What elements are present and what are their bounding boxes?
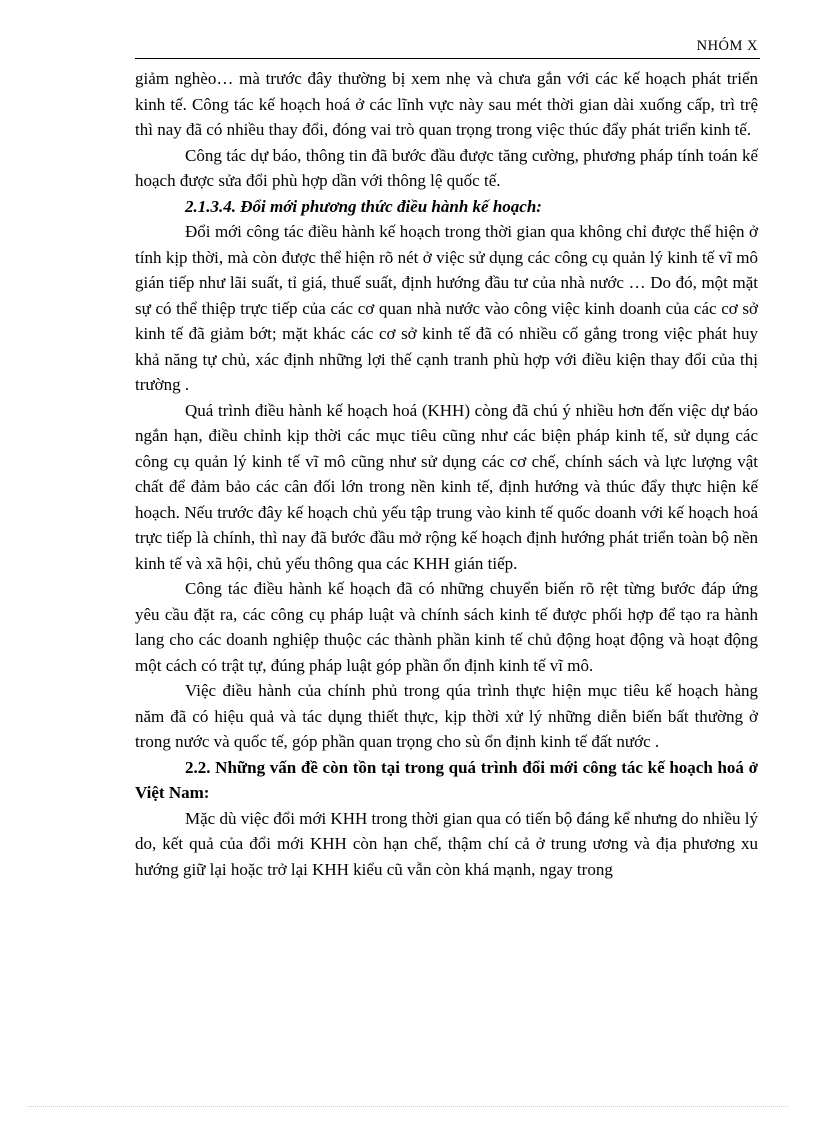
paragraph-7: Mặc dù việc đổi mới KHH trong thời gian qua có tiến bộ đáng kể nhưng do nhiều lý do, kết quả của đổi mới KHH còn hạn chế, thậm chí cả ở trung ương và địa phương xu hướng giữ lại hoặc trở lại KHH kiểu cũ vẫn còn khá mạnh, ngay trong [135, 808, 758, 879]
paragraph-5: Công tác điều hành kế hoạch đã có những chuyển biến rõ rệt từng bước đáp ứng yêu cầu đặt ra, các công cụ pháp luật và chính sách kinh tế được phối hợp để tạo ra hành lang cho các doanh nghiệp thuộc các thành phần kinh tế chủ động hoạt động và hoạt động một cách có trật tự, đúng pháp luật góp phần ổn định kinh tế vĩ mô. [135, 579, 758, 675]
page-footer-divider [28, 1106, 788, 1107]
paragraph-6: Việc điều hành của chính phủ trong qúa trình thực hiện mục tiêu kế hoạch hàng năm đã có hiệu quả và tác dụng thiết thực, kịp thời xử lý những diễn biến bất thường ở trong nước và quốc tế, góp phần quan trọng cho sù ổn định kinh tế đất nước . [135, 681, 758, 751]
section-heading-2-2: 2.2. Những vấn đề còn tồn tại trong quá trình đổi mới công tác kế hoạch hoá ở Việt Nam: [135, 757, 758, 802]
paragraph-1: giảm nghèo… mà trước đây thường bị xem nhẹ và chưa gắn với các kế hoạch phát triển kinh tế. Công tác kế hoạch hoá ở các lĩnh vực này sau mét thời gian dài xuống cấp, trì trệ thì nay đã có nhiều thay đổi, đóng vai trò quan trọng trong việc thúc đẩy phát triển kinh tế. [135, 69, 758, 139]
header-title: NHÓM X [696, 38, 758, 54]
paragraph-4: Quá trình điều hành kế hoạch hoá (KHH) còng đã chú ý nhiều hơn đến việc dự báo ngắn hạn, điều chỉnh kịp thời các mục tiêu cũng như các biện pháp kinh tế, sử dụng các công cụ quản lý kinh tế vĩ mô cũng như sử dụng các cơ chế, chính sách và lực lượng vật chất để đảm bảo các cân đối lớn trong nền kinh tế, định hướng và thúc đẩy thực hiện kế hoạch. Nếu trước đây kế hoạch chủ yếu tập trung vào kinh tế quốc doanh với kế hoạch hoá trực tiếp là chính, thì nay đã bước đầu mở rộng kế hoạch định hướng phát triển toàn bộ nền kinh tế và xã hội, chủ yếu thông qua các KHH gián tiếp. [135, 400, 758, 573]
section-heading-2-1-3-4: 2.1.3.4. Đổi mới phương thức điều hành kế hoạch: [185, 196, 542, 216]
paragraph-3: Đổi mới công tác điều hành kế hoạch trong thời gian qua không chỉ được thể hiện ở tính kịp thời, mà còn được thể hiện rõ nét ở việc sử dụng các công cụ quản lý kinh tế vĩ mô gián tiếp như lãi suất, tỉ giá, thuế suất, định hướng đầu tư của nhà nước … Do đó, một mặt sự có thể thiệp trực tiếp của các cơ quan nhà nước vào công việc kinh doanh của các cơ sở kinh tế đã giảm bớt; mặt khác các cơ sở kinh tế đã có nhiều cố gắng trong việc phát huy khả năng tự chủ, xác định những lợi thế cạnh tranh phù hợp với điều kiện thay đổi của thị trường . [135, 222, 758, 394]
document-body [135, 66, 758, 882]
paragraph-2: Công tác dự báo, thông tin đã bước đầu được tăng cường, phương pháp tính toán kế hoạch được sửa đổi phù hợp dần với thông lệ quốc tế. [135, 145, 758, 190]
page-header [135, 36, 760, 59]
